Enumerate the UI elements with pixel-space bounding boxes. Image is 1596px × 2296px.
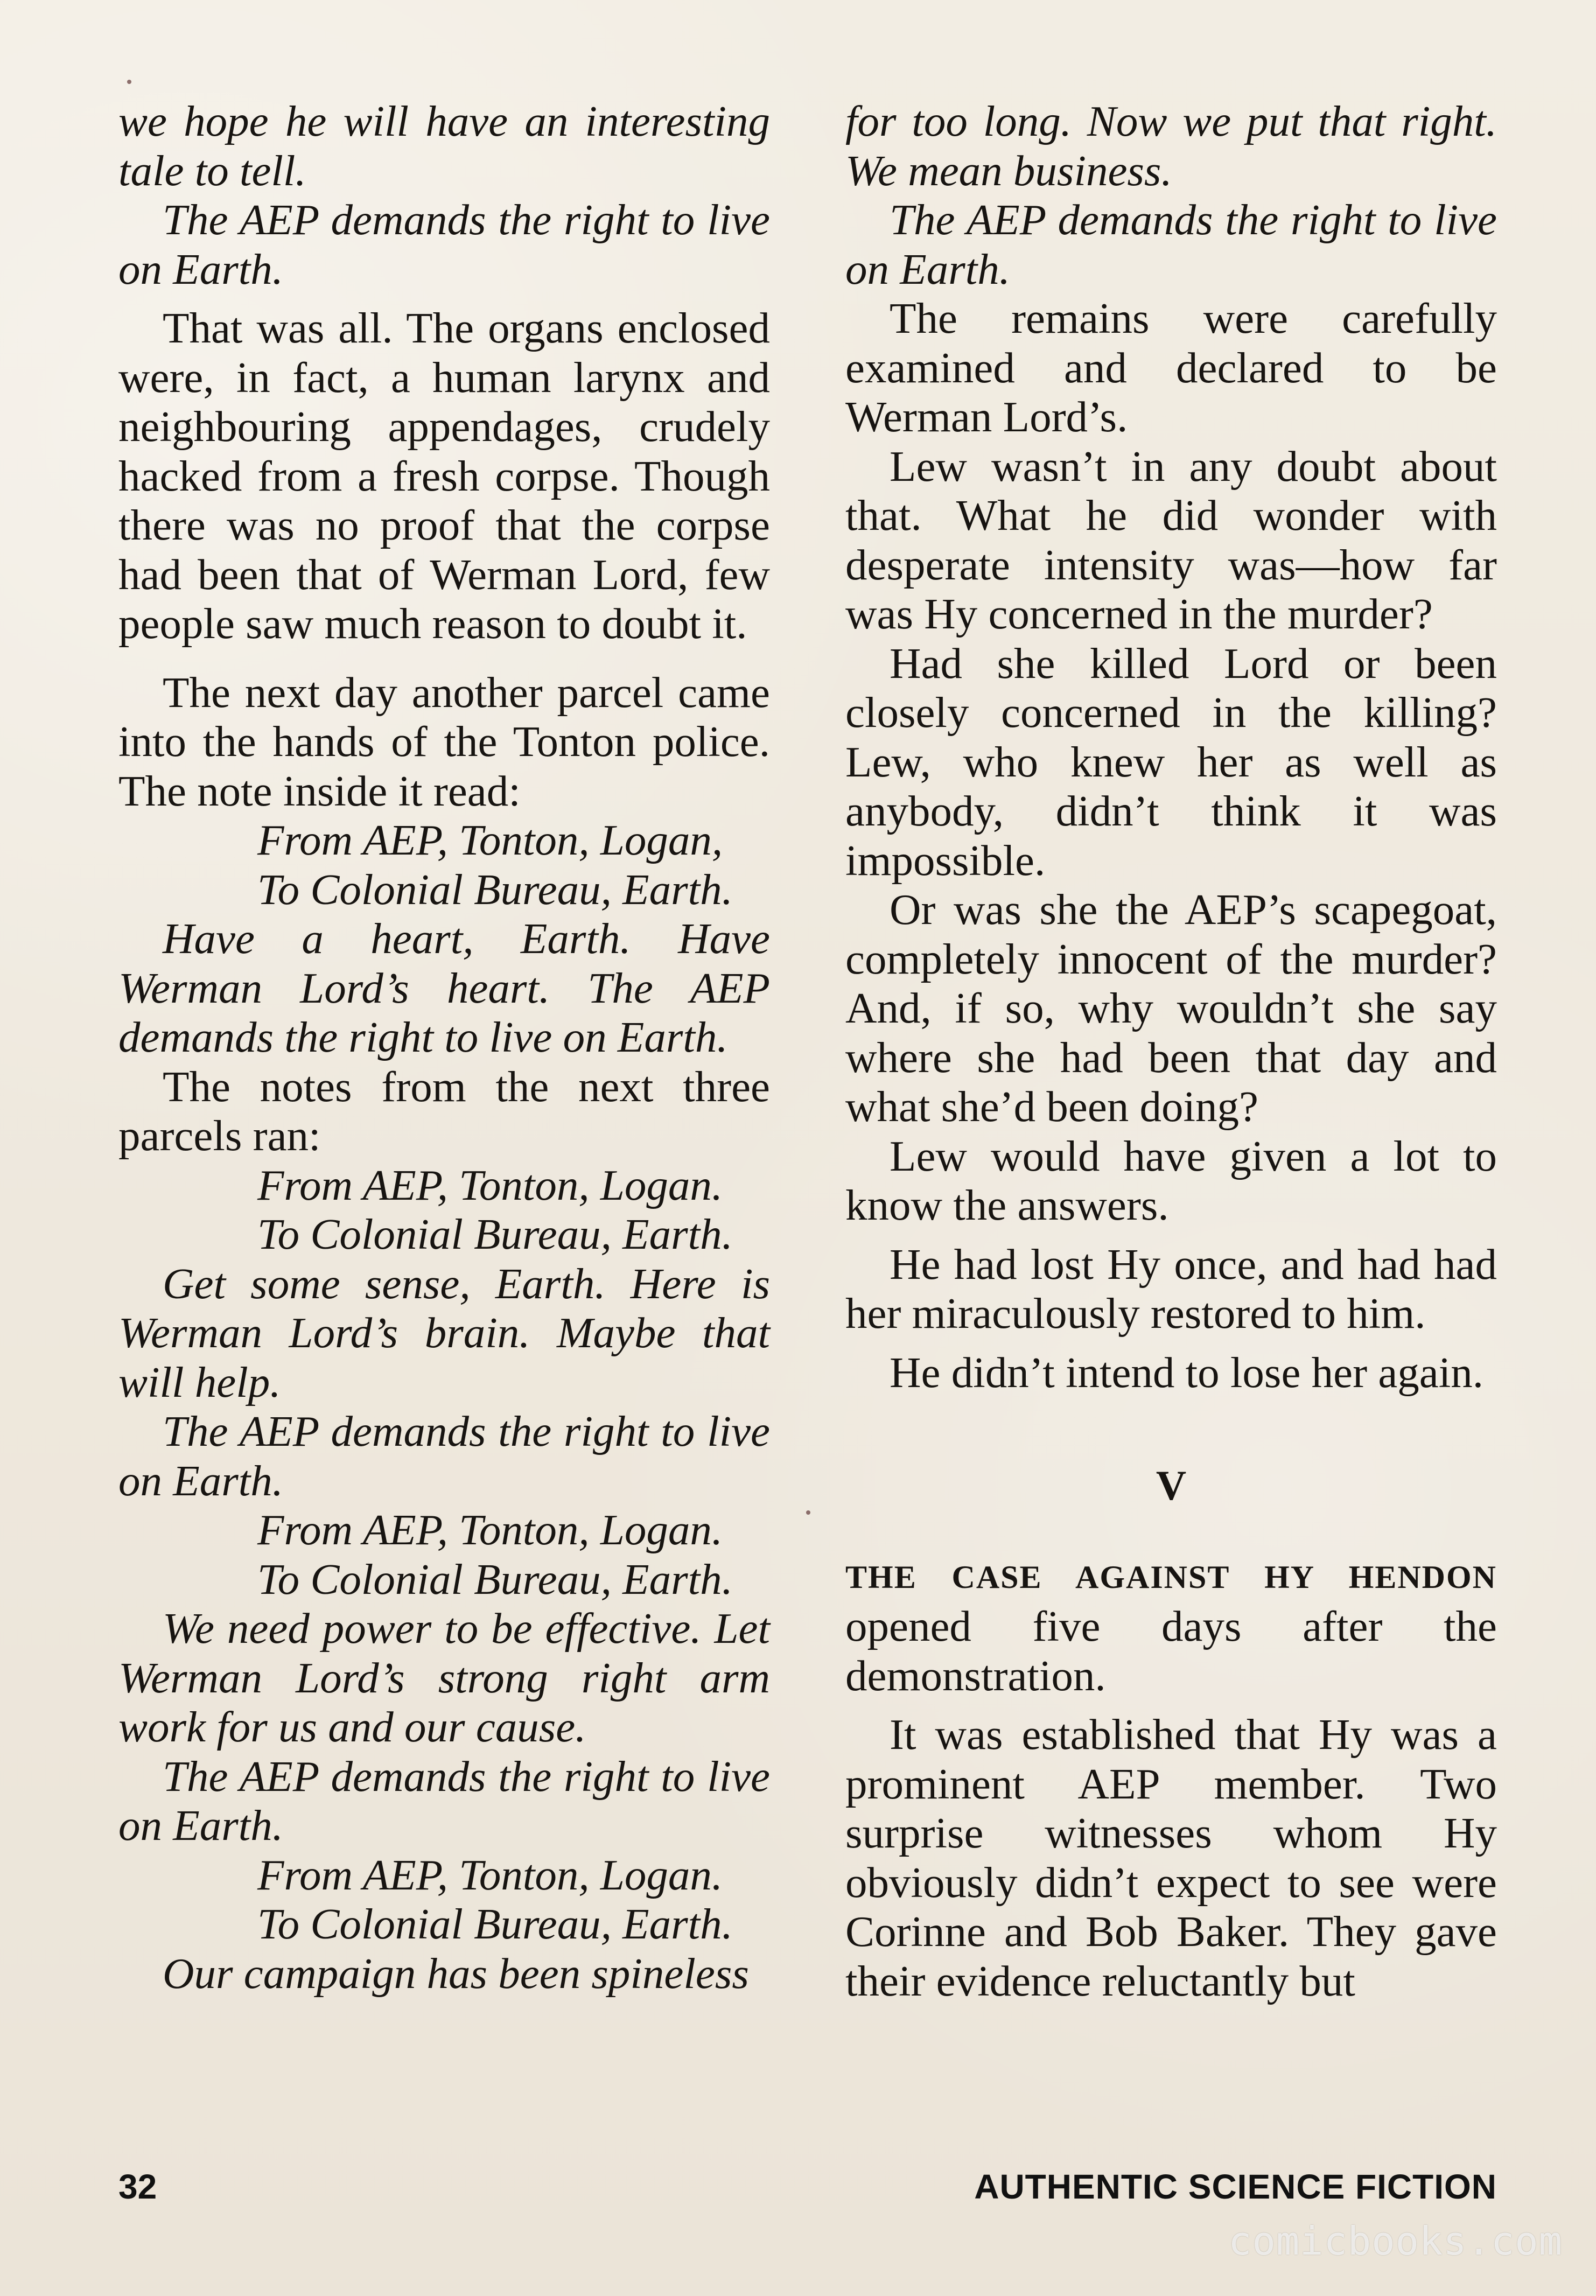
chapter-opening-text: opened five days after the demonstration.	[845, 1602, 1497, 1700]
paragraph: Our campaign has been spineless	[163, 1949, 749, 1998]
paragraph: The AEP demands the right to live on Earth.	[118, 1407, 770, 1505]
address-line: To Colonial Bureau, Earth.	[257, 1210, 733, 1258]
paragraph: Lew would have given a lot to know the answers.	[845, 1131, 1497, 1229]
chapter-number: V	[1156, 1462, 1187, 1509]
address-line: To Colonial Bureau, Earth.	[257, 1555, 733, 1604]
address-line: From AEP, Tonton, Logan,	[257, 816, 723, 864]
right-column	[845, 97, 1497, 2006]
paragraph: Or was she the AEP’s scapegoat, completely innocent of the murder? And, if so, why wouldn’t she say where she had been that day and what she’d been doing?	[845, 885, 1497, 1131]
address-line: From AEP, Tonton, Logan.	[257, 1850, 723, 1899]
print-speck	[127, 80, 131, 84]
paragraph: The remains were carefully examined and declared to be Werman Lord’s.	[845, 294, 1497, 441]
paragraph: The AEP demands the right to live on Earth.	[845, 195, 1497, 293]
paragraph: He had lost Hy once, and had had her miraculously restored to him.	[845, 1240, 1497, 1338]
left-column	[118, 97, 770, 1998]
chapter-opening-paragraph	[845, 1549, 1497, 1701]
paragraph: It was established that Hy was a prominent AEP member. Two surprise witnesses whom Hy obviously didn’t expect to see were Corinne and Bob Baker. They gave their evidence reluctantly but	[845, 1710, 1497, 2005]
address-line: From AEP, Tonton, Logan.	[257, 1160, 723, 1209]
address-line: From AEP, Tonton, Logan.	[257, 1506, 723, 1554]
paragraph: The AEP demands the right to live on Earth.	[118, 1752, 770, 1850]
paragraph: Have a heart, Earth. Have Werman Lord’s heart. The AEP demands the right to live on Earth.	[118, 914, 770, 1061]
chapter-opening-smallcaps: THE CASE AGAINST HY HENDON	[845, 1559, 1497, 1595]
paragraph: Lew wasn’t in any doubt about that. What he did wonder with desperate intensity was—how far was Hy concerned in the murder?	[845, 442, 1497, 638]
print-speck	[806, 1510, 810, 1515]
page-number: 32	[118, 2167, 157, 2206]
paragraph: for too long. Now we put that right. We mean business.	[845, 97, 1497, 195]
watermark: comicbooks.com	[1228, 2218, 1563, 2264]
paragraph: The AEP demands the right to live on Earth.	[118, 195, 770, 293]
paragraph: He didn’t intend to lose her again.	[890, 1348, 1483, 1397]
paragraph: The next day another parcel came into the hands of the Tonton police. The note inside it read:	[118, 668, 770, 815]
paragraph: Had she killed Lord or been closely concerned in the killing? Lew, who knew her as well as anybody, didn’t think it was impossible.	[845, 639, 1497, 885]
paragraph: we hope he will have an interesting tale to tell.	[118, 97, 770, 195]
address-line: To Colonial Bureau, Earth.	[257, 1900, 733, 1948]
paragraph: That was all. The organs enclosed were, in fact, a human larynx and neighbouring appendages, crudely hacked from a fresh corpse. Though there was no proof that the corpse had been that of Werman Lord, few people saw much reason to doubt it.	[118, 304, 770, 648]
page-footer	[118, 2167, 1497, 2215]
paragraph: The notes from the next three parcels ran:	[118, 1062, 770, 1160]
magazine-title: AUTHENTIC SCIENCE FICTION	[974, 2167, 1497, 2206]
paragraph: Get some sense, Earth. Here is Werman Lord’s brain. Maybe that will help.	[118, 1259, 770, 1406]
paragraph: We need power to be effective. Let Werman Lord’s strong right arm work for us and our cause.	[118, 1604, 770, 1751]
address-line: To Colonial Bureau, Earth.	[257, 865, 733, 914]
